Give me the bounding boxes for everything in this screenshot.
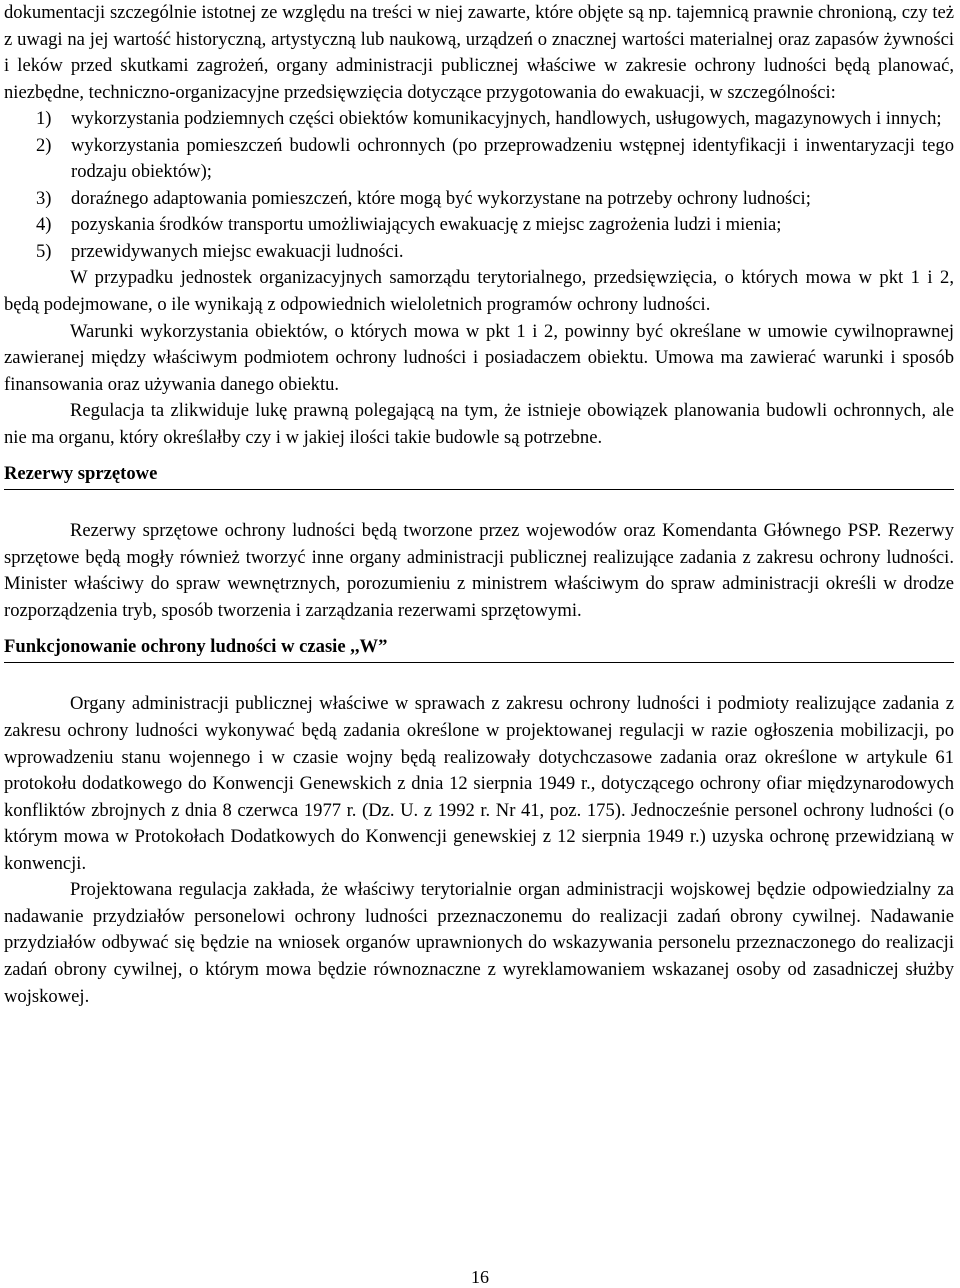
continuation-paragraph: dokumentacji szczególnie istotnej ze względu na treści w niej zawarte, które objęte są np. tajemnicą prawnie chronioną, czy też z uwagi na jej wartość historyczną, artystyczną lub naukową, urządzeń o znacznej wartości materialnej oraz zapasów żywności i leków przed skutkami zagrożeń, organy administracji publicznej właściwe w zakresie ochrony ludności będą planować, niezbędne, techniczno-organizacyjne przedsięwzięcia dotyczące przygotowania do ewakuacji, w szczególności: [4, 2, 954, 103]
list-item-text: wykorzystania podziemnych części obiektów komunikacyjnych, handlowych, usługowych, magazynowych i innych; [71, 108, 942, 130]
list-item-number: 3) [36, 187, 52, 209]
list-item [4, 186, 954, 213]
list-item-number: 4) [36, 214, 52, 236]
list-item [4, 133, 954, 186]
paragraph-czas-w-2: Projektowana regulacja zakłada, że właściwy terytorialnie organ administracji wojskowej będzie odpowiedzialny za nadawanie przydziałów personelowi ochrony ludności przeznaczonemu do realizacji zadań obrony cywilnej. Nadawanie przydziałów odbywać się będzie na wniosek organów uprawnionych do wskazywania personelu przeznaczonego do realizacji zadań obrony cywilnej, o którym mowa będzie równoznaczne z wyreklamowaniem wskazanej osoby od zasadniczej służby wojskowej. [4, 879, 954, 1007]
spacer [4, 663, 954, 691]
list-item-text: pozyskania środków transportu umożliwiających ewakuację z miejsc zagrożenia ludzi i mienia; [71, 214, 782, 236]
list-item [4, 239, 954, 266]
evacuation-measures-list [4, 106, 954, 265]
list-item [4, 212, 954, 239]
list-item-text: przewidywanych miejsc ewakuacji ludności. [71, 240, 404, 262]
paragraph-regulacja: Regulacja ta zlikwiduje lukę prawną polegającą na tym, że istnieje obowiązek planowania budowli ochronnych, ale nie ma organu, który określałby czy i w jakiej ilości takie budowle są potrzebne. [4, 400, 954, 448]
paragraph-rezerwy: Rezerwy sprzętowe ochrony ludności będą tworzone przez wojewodów oraz Komendanta Głównego PSP. Rezerwy sprzętowe będą mogły również tworzyć inne organy administracji publicznej realizujące zadania z zakresu ochrony ludności. Minister właściwy do spraw wewnętrznych, porozumieniu z ministrem właściwym do spraw administracji określi w drodze rozporządzenia tryb, sposób tworzenia i zarządzania rezerwami sprzętowymi. [4, 520, 954, 621]
paragraph-warunki: Warunki wykorzystania obiektów, o których mowa w pkt 1 i 2, powinny być określane w umowie cywilnoprawnej zawieranej między właściwym podmiotem ochrony ludności i posiadaczem obiektu. Umowa ma zawierać warunki i sposób finansowania oraz używania danego obiektu. [4, 320, 954, 395]
spacer [4, 451, 954, 461]
section-heading-czas-w: Funkcjonowanie ochrony ludności w czasie ,,W” [4, 634, 954, 663]
list-item-text: wykorzystania pomieszczeń budowli ochronnych (po przeprowadzeniu wstępnej identyfikacji i inwentaryzacji tego rodzaju obiektów); [71, 134, 954, 183]
paragraph-czas-w-1: Organy administracji publicznej właściwe w sprawach z zakresu ochrony ludności i podmioty realizujące zadania z zakresu ochrony ludności wykonywać będą zadania określone w projektowanej regulacji w razie ogłoszenia mobilizacji, po wprowadzeniu stanu wojennego i w czasie wojny będą realizowały dotychczasowe zadania oraz określone w artykule 61 protokołu dodatkowego do Konwencji Genewskich z dnia 12 sierpnia 1949 r., dotyczącego ochrony ofiar międzynarodowych konfliktów zbrojnych z dnia 8 czerwca 1977 r. (Dz. U. z 1992 r. Nr 41, poz. 175). Jednocześnie personel ochrony ludności (o którym mowa w Protokołach Dodatkowych do Konwencji genewskiej z 12 sierpnia 1949 r.) uzyska ochronę przewidzianą w konwencji. [4, 693, 954, 874]
page-number: 16 [471, 1267, 489, 1287]
list-item-number: 2) [36, 134, 52, 156]
list-item [4, 106, 954, 133]
document-page [4, 0, 954, 1010]
list-item-number: 1) [36, 108, 52, 130]
list-item-text: doraźnego adaptowania pomieszczeń, które mogą być wykorzystane na potrzeby ochrony ludności; [71, 187, 811, 209]
list-item-number: 5) [36, 240, 52, 262]
spacer [4, 624, 954, 634]
section-heading-rezerwy: Rezerwy sprzętowe [4, 461, 954, 490]
paragraph-jst: W przypadku jednostek organizacyjnych samorządu terytorialnego, przedsięwzięcia, o których mowa w pkt 1 i 2, będą podejmowane, o ile wynikają z odpowiednich wieloletnich programów ochrony ludności. [4, 267, 954, 316]
spacer [4, 490, 954, 518]
